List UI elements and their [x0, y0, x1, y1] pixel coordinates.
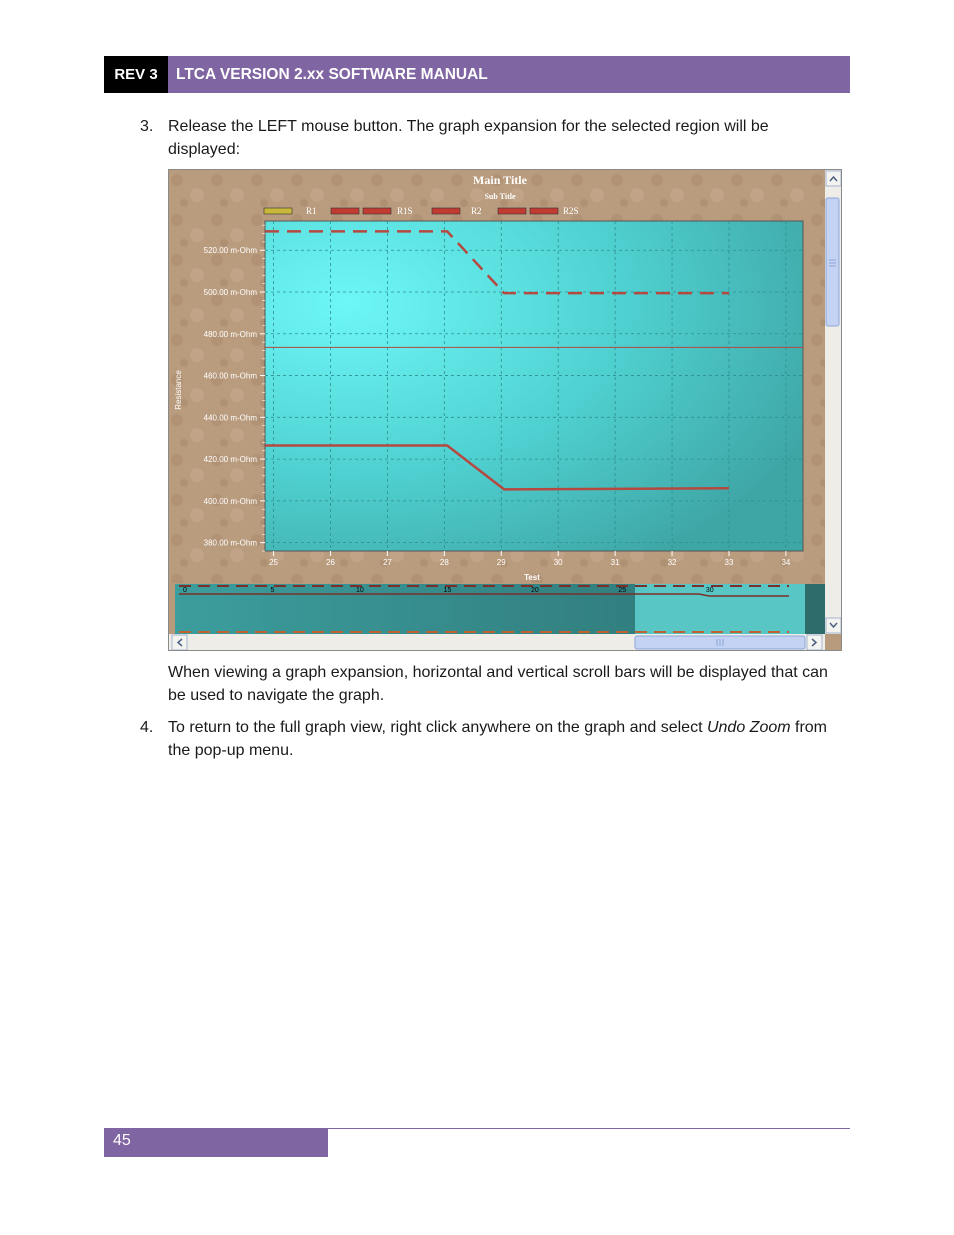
scroll-up-button[interactable] [826, 171, 841, 186]
step-3-text: Release the LEFT mouse button. The graph expansion for the selected region will be displayed: [168, 118, 769, 158]
step-4-text [168, 716, 828, 762]
y-tick-label: 520.00 m-Ohm [203, 246, 257, 256]
legend-swatch-r1s [331, 208, 359, 214]
x-tick-label: 27 [382, 558, 392, 567]
overview-tick-label: 0 [183, 587, 187, 594]
legend-swatch-r2s [530, 208, 558, 214]
overview-tick-label: 15 [443, 587, 452, 594]
x-tick-label: 25 [269, 558, 278, 567]
legend-swatch-r2 [432, 208, 460, 214]
overview-visible-window [635, 584, 805, 634]
x-tick-label: 34 [781, 558, 791, 567]
undo-zoom-term: Undo Zoom [706, 719, 791, 736]
resistance-chart[interactable] [169, 170, 842, 651]
legend-swatch-r2s [498, 208, 526, 214]
step-4-number: 4. [140, 719, 154, 736]
step-4-text-end: from the pop-up menu. [168, 719, 828, 759]
overview-tick-label: 20 [530, 587, 539, 594]
y-tick-label: 440.00 m-Ohm [203, 413, 257, 423]
y-tick-label: 460.00 m-Ohm [203, 371, 257, 381]
x-tick-label: 26 [326, 558, 335, 567]
scroll-left-button[interactable] [172, 635, 187, 650]
graph-screenshot[interactable] [168, 169, 842, 651]
legend-label-r1: R1 [306, 206, 317, 216]
overview-tick-label: 5 [270, 587, 275, 594]
plot-area [265, 221, 803, 551]
y-tick-label: 500.00 m-Ohm [203, 288, 257, 298]
y-tick-label: 480.00 m-Ohm [203, 329, 257, 339]
x-tick-label: 29 [496, 558, 506, 567]
overview-tick-label: 30 [705, 587, 714, 594]
step-4-text-start: To return to the full graph view, right click anywhere on the graph and select [168, 719, 707, 736]
x-tick-label: 28 [439, 558, 449, 567]
x-tick-label: 30 [553, 558, 563, 567]
y-tick-label: 420.00 m-Ohm [203, 455, 257, 465]
chart-title: Main Title [473, 173, 527, 187]
scroll-down-button[interactable] [826, 618, 841, 633]
y-axis-label: Resistance [174, 370, 183, 410]
chart-subtitle: Sub Title [484, 192, 516, 201]
legend-label-r1s: R1S [397, 206, 413, 216]
scrollbar-note: When viewing a graph expansion, horizontal and vertical scroll bars will be displayed that can be used to navigate the graph. [168, 664, 828, 704]
vertical-scroll-thumb[interactable] [826, 198, 839, 326]
overview-tick-label: 25 [618, 587, 627, 594]
legend-swatch-r1 [264, 208, 292, 214]
scroll-right-button[interactable] [807, 635, 822, 650]
y-tick-label: 380.00 m-Ohm [203, 538, 257, 548]
step-3-number: 3. [140, 118, 154, 135]
page-number: 45 [104, 1128, 328, 1157]
legend-swatch-r1s [363, 208, 391, 214]
x-tick-label: 33 [724, 558, 734, 567]
legend-label-r2: R2 [471, 206, 482, 216]
page-header [104, 56, 850, 93]
legend-label-r2s: R2S [563, 206, 579, 216]
overview-tick-label: 10 [356, 587, 364, 594]
manual-title: LTCA VERSION 2.xx SOFTWARE MANUAL [176, 66, 488, 83]
x-tick-label: 32 [667, 558, 677, 567]
x-axis-label: Test [524, 573, 540, 582]
revision-label: REV 3 [104, 56, 168, 93]
y-tick-label: 400.00 m-Ohm [203, 496, 257, 506]
x-tick-label: 31 [610, 558, 620, 567]
